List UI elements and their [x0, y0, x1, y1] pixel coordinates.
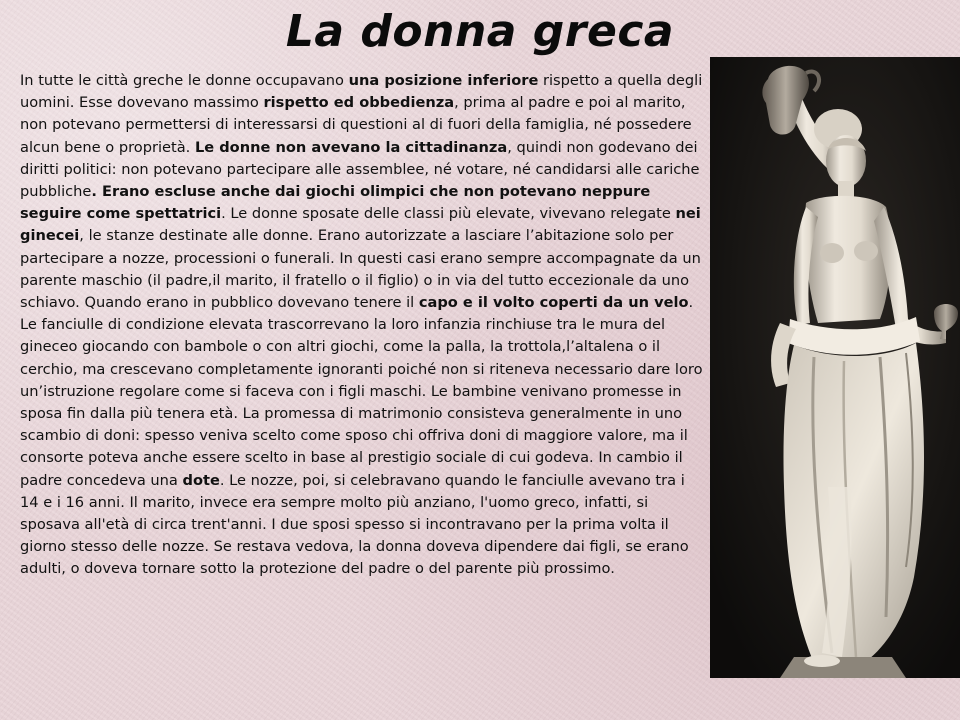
bold-run: nei ginecei — [20, 205, 701, 245]
text-run: , quindi non godevano dei diritti politici: non potevano partecipare alle assemblee, né votare, né candidarsi alle cariche pubbliche — [20, 138, 700, 201]
text-run: , prima al padre e poi al marito, non potevano permettersi di interessarsi di questioni al di fuori della famiglia, né possedere alcun bene o proprietà. — [20, 94, 692, 156]
text-run: , le stanze destinate alle donne. Erano autorizzate a lasciare l’abitazione solo per partecipare a nozze, processioni o funerali. In questi casi erano sempre accompagnate da un parente maschio (il padre,il marito, il fratello o il figlio) o in via del tutto eccezionale da uno schiavo. Quando erano in pubblico dovevano tenere il — [20, 227, 701, 312]
text-run: . Le fanciulle di condizione elevata trascorrevano la loro infanzia rinchiuse tra le mura del gineceo giocando con bambole o con altri giochi, come la palla, la trottola,l’altalena o il cerchio, ma crescevano completamente ignoranti poiché non si riteneva necessario dare loro un’istruzione regolare come si faceva con i figli maschi. Le bambine venivano promesse in sposa fin dalla più tenera età. La promessa di matrimonio consisteva generalmente in uno scambio di doni: spesso veniva scelto come sposo chi offriva doni di maggiore valore, ma il consorte poteva anche essere scelto in base al prestigio sociale di cui godeva. In cambio il padre concedeva una — [20, 294, 703, 489]
text-run: rispetto a quella degli uomini. Esse dovevano massimo — [20, 72, 703, 112]
bold-run: capo e il volto coperti da un velo — [418, 294, 689, 312]
bold-run: una posizione inferiore — [348, 72, 539, 89]
text-run: In tutte le città greche le donne occupavano — [20, 72, 349, 89]
bold-run: Le donne non avevano la cittadinanza — [194, 138, 508, 156]
statue-illustration — [710, 57, 960, 678]
bold-run: dote — [182, 471, 220, 489]
statue-photo — [710, 57, 960, 678]
bold-run: rispetto ed obbedienza — [263, 94, 455, 112]
body-paragraph — [20, 70, 704, 581]
bold-run: . Erano escluse anche dai giochi olimpici che non potevano neppure seguire come spettatrici — [20, 183, 651, 223]
text-run: . Le nozze, poi, si celebravano quando le fanciulle avevano tra i 14 e i 16 anni. Il marito, invece era sempre molto più anziano, l'uomo greco, infatti, si sposava all'età di circa trent'anni. I due sposi spesso si incontravano per la prima volta il giorno stesso delle nozze. Se restava vedova, la donna doveva dipendere dai figli, se erano adulti, o doveva tornare sotto la protezione del padre o del parente più prossimo. — [20, 471, 689, 578]
text-run: . Le donne sposate delle classi più elevate, vivevano relegate — [221, 205, 676, 223]
slide-title: La donna greca — [285, 6, 675, 57]
